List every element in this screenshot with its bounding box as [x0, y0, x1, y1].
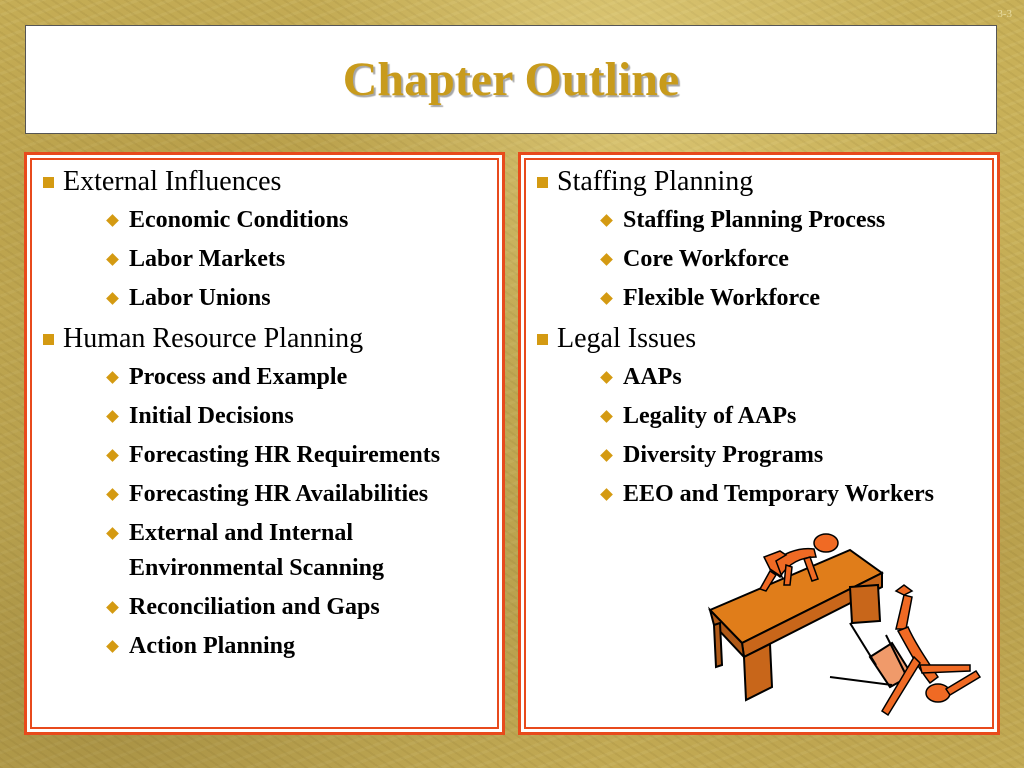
subtopic-label: Diversity Programs: [623, 442, 824, 468]
subtopic-item: [107, 590, 502, 625]
subtopic-list: [557, 203, 997, 316]
left-outline-list: [27, 155, 502, 664]
diamond-bullet-icon: [600, 449, 613, 462]
diamond-bullet-icon: [106, 640, 119, 653]
subtopic-item: [107, 516, 502, 586]
square-bullet-icon: [43, 334, 54, 345]
subtopic-label: Labor Unions: [129, 285, 271, 311]
right-outline-list: [521, 155, 997, 512]
subtopic-item: [601, 360, 997, 395]
page-title: Chapter Outline: [342, 53, 680, 106]
diamond-bullet-icon: [600, 488, 613, 501]
outline-section: [41, 165, 502, 316]
subtopic-label: Staffing Planning Process: [623, 207, 886, 233]
slide-number: 3-3: [997, 8, 1012, 20]
subtopic-item: [601, 203, 997, 238]
section-label: Human Resource Planning: [63, 323, 364, 354]
subtopic-item: [107, 242, 502, 277]
square-bullet-icon: [537, 334, 548, 345]
subtopic-label: Forecasting HR Availabilities: [129, 481, 429, 507]
subtopic-list: [63, 203, 502, 316]
square-bullet-icon: [537, 177, 548, 188]
diamond-bullet-icon: [600, 214, 613, 227]
diamond-bullet-icon: [106, 488, 119, 501]
subtopic-item: [601, 399, 997, 434]
subtopic-item: [107, 360, 502, 395]
subtopic-label: AAPs: [623, 364, 682, 390]
subtopic-label: Labor Markets: [129, 246, 286, 272]
subtopic-item: [107, 477, 502, 512]
subtopic-label: Action Planning: [129, 633, 296, 659]
title-box: [25, 25, 997, 134]
diamond-bullet-icon: [106, 527, 119, 540]
outline-section: [41, 322, 502, 664]
left-outline-panel: [24, 152, 505, 735]
square-bullet-icon: [43, 177, 54, 188]
subtopic-label: Economic Conditions: [129, 207, 349, 233]
desk-drawing: [710, 550, 882, 700]
diamond-bullet-icon: [106, 371, 119, 384]
subtopic-label: Flexible Workforce: [623, 285, 821, 311]
section-label: Staffing Planning: [557, 166, 754, 197]
subtopic-item: [107, 203, 502, 238]
outline-section: [535, 322, 997, 512]
subtopic-label: EEO and Temporary Workers: [623, 481, 934, 507]
diamond-bullet-icon: [106, 601, 119, 614]
subtopic-label: Core Workforce: [623, 246, 789, 272]
diamond-bullet-icon: [600, 371, 613, 384]
subtopic-label: Process and Example: [129, 364, 348, 390]
subtopic-item: [601, 438, 997, 473]
diamond-bullet-icon: [600, 410, 613, 423]
section-label: Legal Issues: [557, 323, 697, 354]
diamond-bullet-icon: [600, 253, 613, 266]
subtopic-item: [107, 629, 502, 664]
subtopic-list: [63, 360, 502, 664]
diamond-bullet-icon: [106, 410, 119, 423]
figures-jumping-desk-clipart: [700, 525, 985, 725]
diamond-bullet-icon: [106, 292, 119, 305]
subtopic-item: [601, 477, 997, 512]
outline-section: [535, 165, 997, 316]
subtopic-label: Reconciliation and Gaps: [129, 594, 380, 620]
subtopic-label: Initial Decisions: [129, 403, 294, 429]
subtopic-item: [107, 281, 502, 316]
subtopic-item: [107, 438, 502, 473]
section-label: External Influences: [63, 166, 282, 197]
subtopic-item: [107, 399, 502, 434]
diamond-bullet-icon: [600, 292, 613, 305]
diamond-bullet-icon: [106, 214, 119, 227]
subtopic-label: External and Internal Environmental Scanning: [129, 520, 384, 581]
subtopic-item: [601, 281, 997, 316]
subtopic-list: [557, 360, 997, 512]
subtopic-label: Forecasting HR Requirements: [129, 442, 441, 468]
subtopic-label: Legality of AAPs: [623, 403, 797, 429]
subtopic-item: [601, 242, 997, 277]
diamond-bullet-icon: [106, 253, 119, 266]
diamond-bullet-icon: [106, 449, 119, 462]
